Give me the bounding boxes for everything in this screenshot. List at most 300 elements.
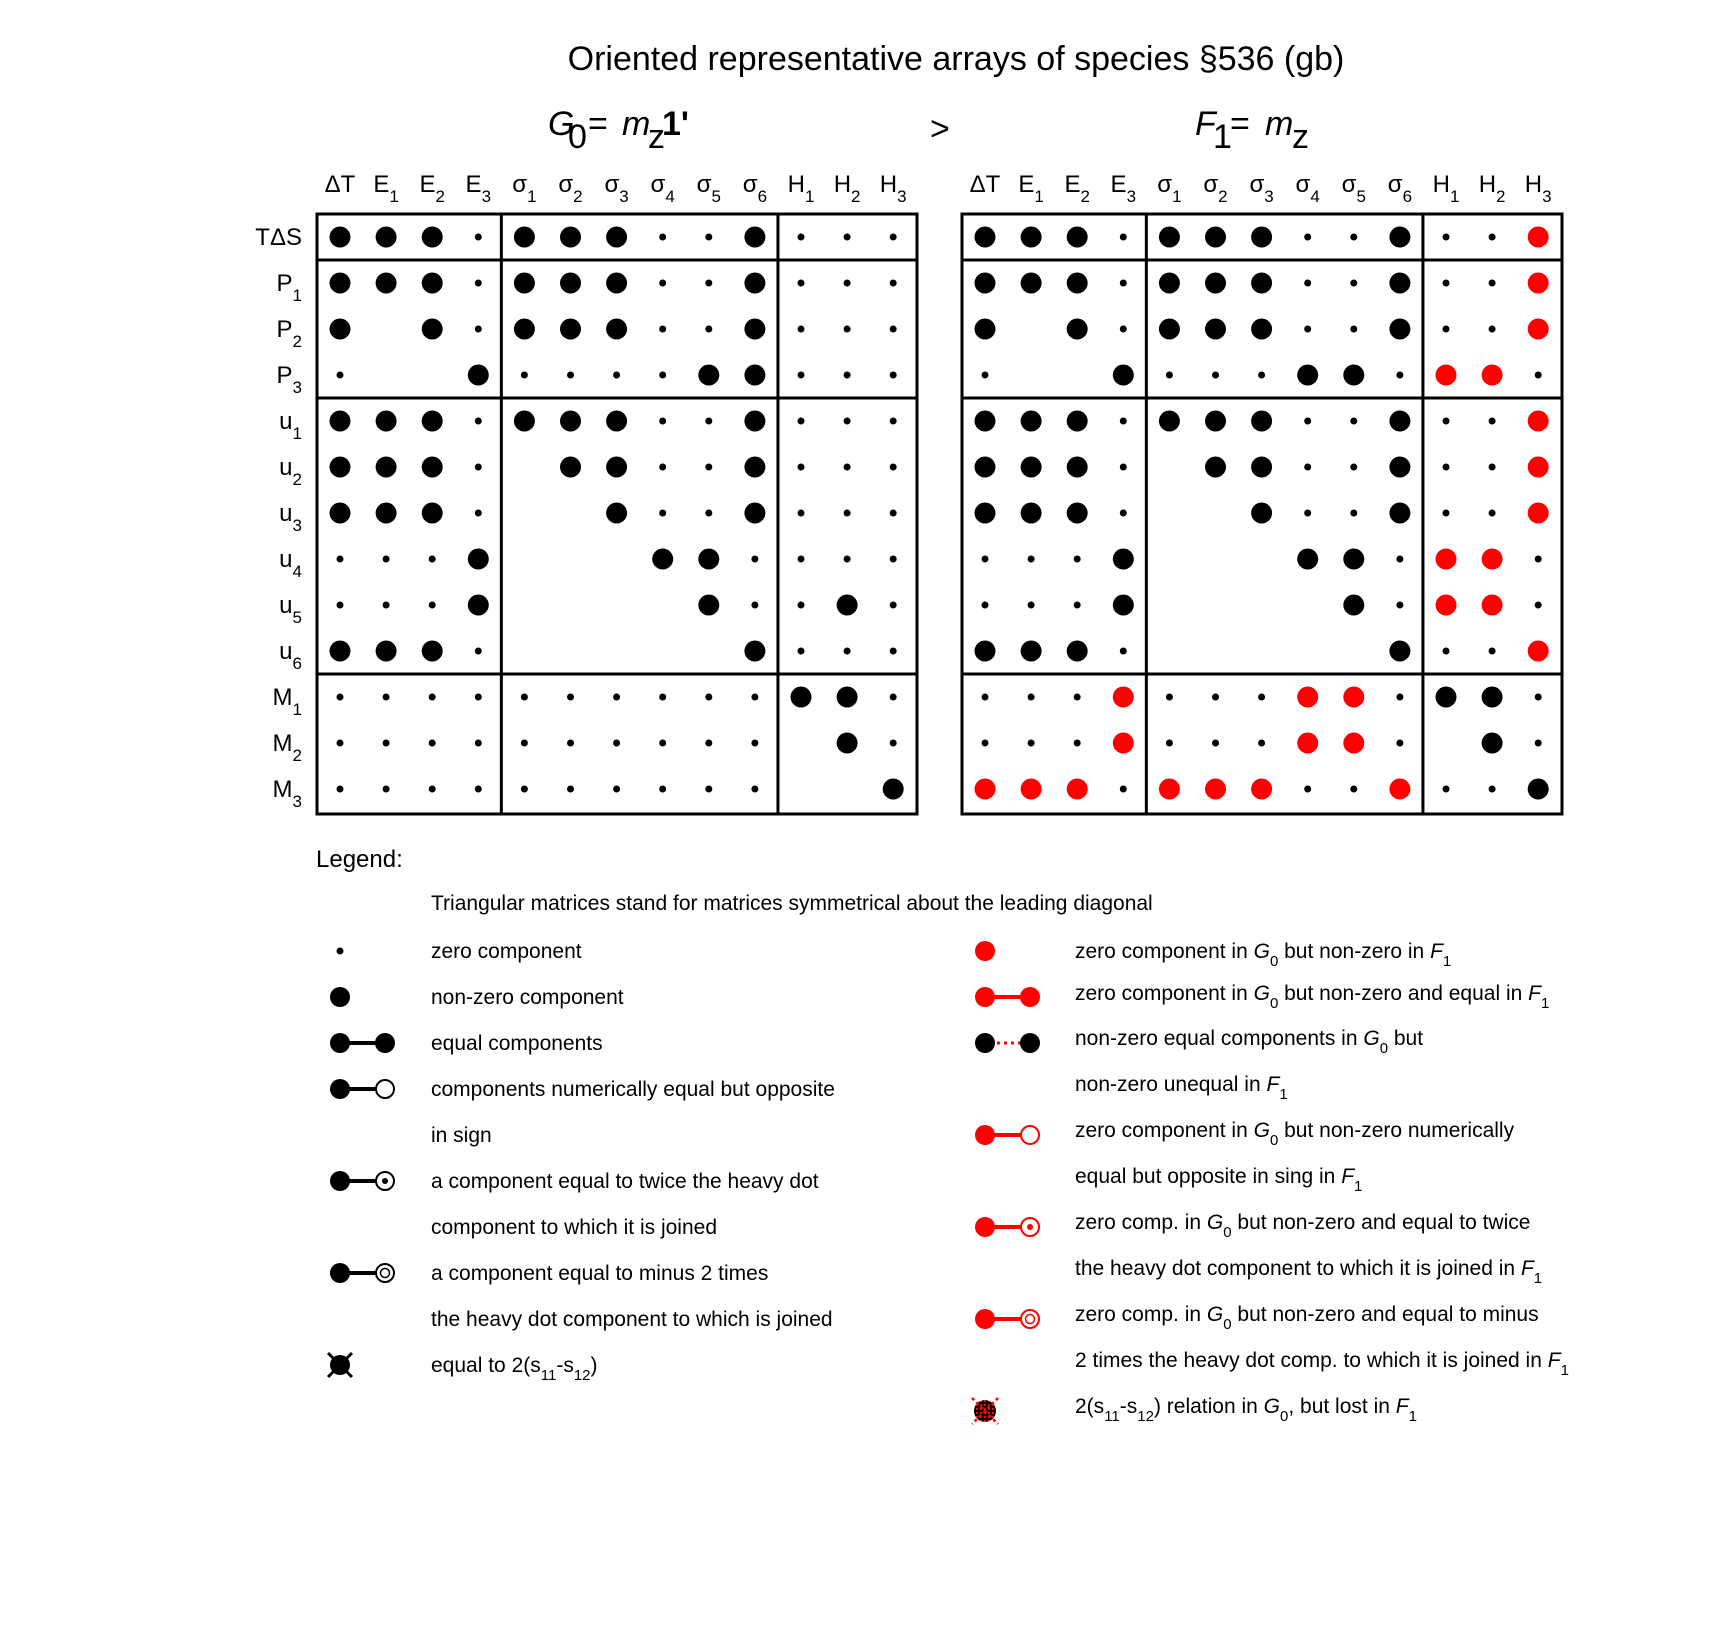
nonzero-dot — [1251, 457, 1272, 478]
nonzero-dot — [606, 457, 627, 478]
nonzero-dot — [975, 503, 996, 524]
nonzero-dot — [1067, 273, 1088, 294]
left-col-header: ΔT — [324, 171, 356, 198]
nonzero-dot — [560, 319, 581, 340]
svg-text:G: G — [548, 105, 575, 143]
nonzero-dot — [744, 227, 765, 248]
zero-dot — [890, 326, 897, 333]
legend-twice-2: component to which it is joined — [431, 1216, 717, 1239]
red-nonzero-dot — [1297, 733, 1318, 754]
zero-dot — [1212, 694, 1219, 701]
svg-text:z: z — [648, 118, 665, 156]
nonzero-dot — [791, 687, 812, 708]
red-twice-component-icon — [975, 1217, 1039, 1237]
zero-dot — [1304, 418, 1311, 425]
zero-dot — [1489, 786, 1496, 793]
nonzero-dot — [1528, 779, 1549, 800]
zero-dot — [659, 234, 666, 241]
nonzero-dot — [606, 273, 627, 294]
nonzero-dot — [560, 411, 581, 432]
zero-dot — [705, 510, 712, 517]
row-header: $M_1$ — [272, 684, 302, 719]
zero-dot — [613, 372, 620, 379]
zero-dot — [705, 326, 712, 333]
comparator-symbol: > — [930, 110, 950, 148]
left-col-header: $\sigma_3$ — [604, 171, 629, 206]
legend-red-2: zero component in $G_0$ but non-zero and equal in $F_1$ — [1075, 982, 1550, 1012]
zero-dot — [1350, 786, 1357, 793]
legend-red-6: equal but opposite in sing in $F_1$ — [1075, 1165, 1363, 1195]
zero-dot-icon — [337, 948, 344, 955]
nonzero-dot — [422, 641, 443, 662]
red-nonzero-dot — [1482, 365, 1503, 386]
figure-title: Oriented representative arrays of species §536 (gb) — [567, 40, 1345, 78]
nonzero-dot — [698, 365, 719, 386]
zero-dot — [982, 694, 989, 701]
right-col-header: $\sigma_2$ — [1203, 171, 1228, 206]
zero-dot — [613, 740, 620, 747]
zero-dot — [1535, 372, 1542, 379]
right-col-header: $\sigma_6$ — [1387, 171, 1413, 206]
red-nonzero-dot — [1482, 549, 1503, 570]
nonzero-dot — [1205, 457, 1226, 478]
zero-dot — [475, 418, 482, 425]
zero-dot — [890, 556, 897, 563]
legend-red-11: $2(s_{11}-s_{12})$ relation in $G_0$, but lost in $F_1$ — [1075, 1395, 1417, 1425]
left-group-heading — [548, 105, 689, 156]
zero-dot — [659, 326, 666, 333]
zero-dot — [1120, 418, 1127, 425]
zero-dot — [844, 648, 851, 655]
row-header: $u_1$ — [279, 408, 302, 443]
nonzero-dot — [606, 503, 627, 524]
red-minus-two-times-icon — [975, 1309, 1039, 1329]
zero-dot — [659, 694, 666, 701]
matrices — [255, 171, 1562, 814]
zero-dot — [1443, 786, 1450, 793]
zero-dot — [475, 648, 482, 655]
zero-dot — [1120, 510, 1127, 517]
zero-dot — [1350, 326, 1357, 333]
right-group-heading — [1195, 105, 1309, 156]
zero-dot — [1120, 280, 1127, 287]
zero-dot — [429, 694, 436, 701]
zero-dot — [1212, 740, 1219, 747]
nonzero-dot — [744, 641, 765, 662]
zero-dot — [567, 786, 574, 793]
zero-dot — [844, 326, 851, 333]
zero-dot — [751, 602, 758, 609]
zero-dot — [1120, 234, 1127, 241]
zero-dot — [1120, 326, 1127, 333]
zero-dot — [475, 740, 482, 747]
nonzero-dot — [422, 411, 443, 432]
zero-dot — [659, 510, 666, 517]
zero-dot — [1489, 234, 1496, 241]
nonzero-dot — [468, 365, 489, 386]
svg-text:1: 1 — [1213, 118, 1232, 156]
zero-dot — [659, 280, 666, 287]
zero-dot — [705, 280, 712, 287]
row-header: $P_1$ — [276, 270, 302, 305]
zero-dot — [337, 602, 344, 609]
zero-dot — [383, 740, 390, 747]
zero-dot — [1028, 556, 1035, 563]
legend-equal: equal components — [431, 1032, 603, 1055]
right-col-header: $H_3$ — [1524, 171, 1552, 206]
legend-red-3: non-zero equal components in $G_0$ but — [1075, 1027, 1424, 1057]
nonzero-dot — [330, 227, 351, 248]
nonzero-dot — [1251, 227, 1272, 248]
right-col-header: $E_1$ — [1018, 171, 1044, 206]
red-nonzero-dot — [1067, 779, 1088, 800]
zero-dot — [751, 786, 758, 793]
s11-s12-relation-icon — [328, 1353, 352, 1377]
nonzero-dot — [560, 457, 581, 478]
zero-dot — [659, 740, 666, 747]
zero-dot — [798, 510, 805, 517]
left-col-header: $E_3$ — [465, 171, 492, 206]
zero-dot — [1074, 694, 1081, 701]
row-header: $M_3$ — [272, 776, 302, 811]
svg-text:=: = — [588, 105, 608, 143]
zero-dot — [475, 326, 482, 333]
red-nonzero-dot — [1251, 779, 1272, 800]
zero-dot — [429, 602, 436, 609]
nonzero-dot — [744, 457, 765, 478]
nonzero-dot — [1067, 319, 1088, 340]
left-col-header: $H_3$ — [879, 171, 907, 206]
red-nonzero-dot — [1482, 595, 1503, 616]
opposite-sign-icon — [330, 1079, 394, 1099]
red-nonzero-dot — [1528, 503, 1549, 524]
nonzero-dot — [376, 457, 397, 478]
nonzero-dot — [422, 273, 443, 294]
svg-text:0: 0 — [568, 118, 587, 156]
zero-dot — [1489, 510, 1496, 517]
red-nonzero-dot — [1528, 227, 1549, 248]
nonzero-dot — [1436, 687, 1457, 708]
nonzero-dot — [1251, 273, 1272, 294]
zero-dot — [1443, 648, 1450, 655]
row-header: $u_3$ — [279, 500, 302, 535]
row-header: TΔS — [255, 224, 302, 251]
nonzero-dot — [975, 273, 996, 294]
row-header: $u_4$ — [279, 546, 302, 581]
nonzero-dot — [1251, 503, 1272, 524]
zero-dot — [475, 786, 482, 793]
nonzero-dot — [376, 641, 397, 662]
nonzero-dot — [422, 457, 443, 478]
nonzero-dot — [422, 503, 443, 524]
zero-dot — [1350, 418, 1357, 425]
zero-dot — [844, 556, 851, 563]
legend-nonzero: non-zero component — [431, 986, 624, 1009]
zero-dot — [567, 694, 574, 701]
zero-dot — [1350, 280, 1357, 287]
nonzero-dot — [514, 411, 535, 432]
zero-dot — [337, 556, 344, 563]
zero-dot — [705, 464, 712, 471]
nonzero-dot — [1343, 549, 1364, 570]
row-header: $M_2$ — [272, 730, 302, 765]
zero-dot — [982, 556, 989, 563]
left-col-header: $\sigma_5$ — [696, 171, 721, 206]
zero-dot — [1120, 786, 1127, 793]
zero-dot — [705, 740, 712, 747]
red-equal-components-icon — [975, 987, 1040, 1007]
legend-note: Triangular matrices stand for matrices symmetrical about the leading diagonal — [431, 892, 1153, 915]
zero-dot — [751, 694, 758, 701]
zero-dot — [982, 372, 989, 379]
svg-text:m: m — [622, 105, 651, 143]
nonzero-dot — [1343, 365, 1364, 386]
twice-component-icon — [330, 1171, 394, 1191]
red-nonzero-dot — [1436, 365, 1457, 386]
red-nonzero-dot — [1528, 411, 1549, 432]
zero-dot — [1535, 556, 1542, 563]
legend-red-7: zero comp. in $G_0$ but non-zero and equal to twice — [1075, 1211, 1531, 1241]
lost-equality-icon — [975, 1033, 1040, 1053]
nonzero-dot — [1482, 687, 1503, 708]
red-nonzero-dot — [1343, 733, 1364, 754]
zero-dot — [798, 556, 805, 563]
nonzero-dot-icon — [330, 987, 350, 1007]
zero-dot — [337, 372, 344, 379]
red-nonzero-dot — [1205, 779, 1226, 800]
zero-dot — [705, 418, 712, 425]
row-header: $u_5$ — [279, 592, 302, 627]
nonzero-dot — [1021, 503, 1042, 524]
zero-dot — [798, 648, 805, 655]
zero-dot — [475, 234, 482, 241]
zero-dot — [613, 694, 620, 701]
zero-dot — [1304, 234, 1311, 241]
zero-dot — [1443, 418, 1450, 425]
zero-dot — [1396, 556, 1403, 563]
nonzero-dot — [514, 273, 535, 294]
legend-opposite-2: in sign — [431, 1124, 492, 1147]
red-nonzero-dot — [1113, 687, 1134, 708]
minus-two-times-icon — [330, 1263, 394, 1283]
nonzero-dot — [376, 503, 397, 524]
red-nonzero-dot — [1528, 641, 1549, 662]
nonzero-dot — [1067, 227, 1088, 248]
zero-dot — [705, 786, 712, 793]
right-col-header: $H_1$ — [1432, 171, 1460, 206]
zero-dot — [1258, 740, 1265, 747]
left-col-header: $H_1$ — [787, 171, 815, 206]
zero-dot — [1120, 464, 1127, 471]
zero-dot — [1258, 372, 1265, 379]
nonzero-dot — [468, 549, 489, 570]
legend-s11s12: equal to $2(s_{11}-s_{12})$ — [431, 1354, 598, 1384]
left-col-header: $\sigma_4$ — [650, 171, 675, 206]
nonzero-dot — [560, 273, 581, 294]
zero-dot — [890, 372, 897, 379]
left-matrix — [255, 171, 917, 814]
nonzero-dot — [1159, 319, 1180, 340]
red-nonzero-dot — [1436, 595, 1457, 616]
zero-dot — [613, 786, 620, 793]
legend-zero: zero component — [431, 940, 582, 963]
zero-dot — [383, 602, 390, 609]
zero-dot — [337, 786, 344, 793]
nonzero-dot — [1159, 273, 1180, 294]
zero-dot — [798, 464, 805, 471]
zero-dot — [521, 786, 528, 793]
right-col-header: $E_3$ — [1110, 171, 1137, 206]
zero-dot — [1304, 786, 1311, 793]
zero-dot — [1304, 326, 1311, 333]
nonzero-dot — [698, 595, 719, 616]
zero-dot — [383, 694, 390, 701]
nonzero-dot — [1389, 641, 1410, 662]
nonzero-dot — [975, 457, 996, 478]
row-header: $P_3$ — [276, 362, 302, 397]
legend-red-4: non-zero unequal in $F_1$ — [1075, 1073, 1288, 1103]
nonzero-dot — [1113, 365, 1134, 386]
nonzero-dot — [1251, 411, 1272, 432]
nonzero-dot — [1205, 273, 1226, 294]
zero-dot — [659, 372, 666, 379]
nonzero-dot — [606, 411, 627, 432]
legend-red-5: zero component in $G_0$ but non-zero numerically — [1075, 1119, 1515, 1149]
red-nonzero-dot — [1343, 687, 1364, 708]
zero-dot — [475, 280, 482, 287]
legend-minus2-1: a component equal to minus 2 times — [431, 1262, 769, 1285]
zero-dot — [1489, 648, 1496, 655]
zero-dot — [1074, 602, 1081, 609]
zero-dot — [1489, 464, 1496, 471]
nonzero-dot — [837, 687, 858, 708]
zero-dot — [1443, 280, 1450, 287]
right-col-header: $H_2$ — [1478, 171, 1506, 206]
row-header: $P_2$ — [276, 316, 302, 351]
red-nonzero-dot — [1021, 779, 1042, 800]
zero-dot — [567, 372, 574, 379]
svg-text:=: = — [1230, 105, 1250, 143]
zero-dot — [1350, 464, 1357, 471]
zero-dot — [383, 556, 390, 563]
legend-red-10: 2 times the heavy dot comp. to which it is joined in $F_1$ — [1075, 1349, 1569, 1379]
legend-minus2-2: the heavy dot component to which is joined — [431, 1308, 833, 1331]
red-nonzero-dot — [1528, 457, 1549, 478]
zero-dot — [1535, 694, 1542, 701]
zero-dot — [844, 372, 851, 379]
row-header: $u_2$ — [279, 454, 302, 489]
zero-dot — [705, 694, 712, 701]
zero-dot — [890, 648, 897, 655]
zero-dot — [1396, 602, 1403, 609]
red-nonzero-dot — [1389, 779, 1410, 800]
nonzero-dot — [376, 273, 397, 294]
zero-dot — [982, 602, 989, 609]
nonzero-dot — [376, 411, 397, 432]
nonzero-dot — [330, 503, 351, 524]
nonzero-dot — [744, 503, 765, 524]
nonzero-dot — [606, 227, 627, 248]
left-col-header: $E_2$ — [419, 171, 445, 206]
zero-dot — [1443, 326, 1450, 333]
zero-dot — [475, 464, 482, 471]
zero-dot — [890, 694, 897, 701]
zero-dot — [890, 602, 897, 609]
zero-dot — [383, 786, 390, 793]
zero-dot — [751, 740, 758, 747]
right-matrix — [962, 171, 1562, 814]
svg-text:1': 1' — [662, 105, 689, 143]
nonzero-dot — [330, 273, 351, 294]
zero-dot — [798, 372, 805, 379]
zero-dot — [798, 234, 805, 241]
nonzero-dot — [1021, 273, 1042, 294]
zero-dot — [1489, 280, 1496, 287]
zero-dot — [1304, 464, 1311, 471]
zero-dot — [1074, 740, 1081, 747]
zero-dot — [1489, 326, 1496, 333]
nonzero-dot — [1159, 227, 1180, 248]
nonzero-dot — [1067, 641, 1088, 662]
zero-dot — [429, 786, 436, 793]
zero-dot — [844, 234, 851, 241]
nonzero-dot — [975, 411, 996, 432]
zero-dot — [1350, 234, 1357, 241]
nonzero-dot — [1297, 365, 1318, 386]
nonzero-dot — [1205, 227, 1226, 248]
nonzero-dot — [1067, 503, 1088, 524]
zero-dot — [890, 234, 897, 241]
zero-dot — [798, 326, 805, 333]
nonzero-dot — [1482, 733, 1503, 754]
zero-dot — [1535, 740, 1542, 747]
zero-dot — [1258, 694, 1265, 701]
nonzero-dot — [1389, 411, 1410, 432]
nonzero-dot — [422, 319, 443, 340]
svg-text:F: F — [1195, 105, 1216, 143]
red-nonzero-dot — [975, 779, 996, 800]
legend-red-8: the heavy dot component to which it is joined in $F_1$ — [1075, 1257, 1543, 1287]
zero-dot — [659, 464, 666, 471]
nonzero-dot — [975, 227, 996, 248]
zero-dot — [844, 510, 851, 517]
right-col-header: $\sigma_3$ — [1249, 171, 1274, 206]
nonzero-dot — [744, 365, 765, 386]
svg-text:z: z — [1292, 118, 1309, 156]
legend-red-1: zero component in $G_0$ but non-zero in $F_1$ — [1075, 940, 1452, 970]
red-nonzero-dot — [1436, 549, 1457, 570]
zero-dot — [475, 694, 482, 701]
left-col-header: $\sigma_6$ — [742, 171, 768, 206]
nonzero-dot — [837, 595, 858, 616]
nonzero-dot — [1251, 319, 1272, 340]
zero-dot — [1535, 602, 1542, 609]
zero-dot — [798, 280, 805, 287]
left-col-header: $\sigma_2$ — [558, 171, 583, 206]
legend-red-9: zero comp. in $G_0$ but non-zero and equal to minus — [1075, 1303, 1539, 1333]
nonzero-dot — [1389, 457, 1410, 478]
zero-dot — [1443, 464, 1450, 471]
nonzero-dot — [1021, 411, 1042, 432]
zero-dot — [844, 280, 851, 287]
right-col-header: $\sigma_1$ — [1157, 171, 1182, 206]
zero-dot — [521, 740, 528, 747]
zero-dot — [844, 464, 851, 471]
nonzero-dot — [1067, 411, 1088, 432]
nonzero-dot — [514, 319, 535, 340]
right-col-header: $\sigma_5$ — [1341, 171, 1366, 206]
nonzero-dot — [837, 733, 858, 754]
